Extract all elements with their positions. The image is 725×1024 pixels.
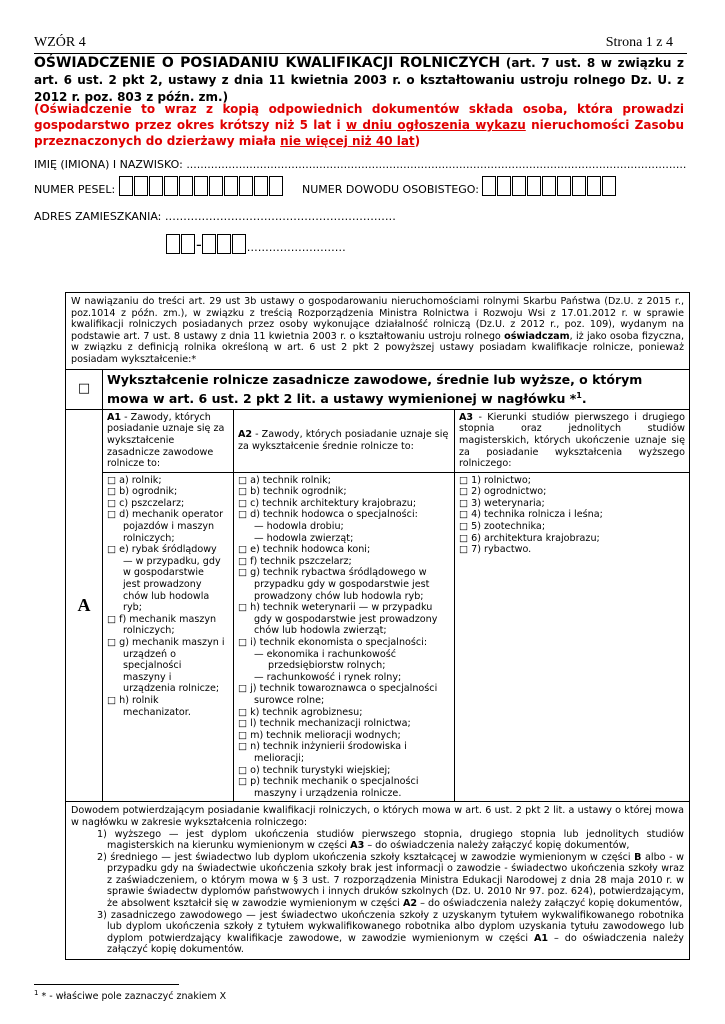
a1-list-item: rolniczych; [123, 625, 175, 637]
section-a-letter: A [66, 409, 103, 802]
a2-list-item: przypadku gdy w gospodarstwie jest [254, 579, 430, 591]
a2-list-item[interactable]: □ e) technik hodowca koni; [238, 544, 371, 556]
a2-list-item: — ekonomika i rachunkowość [254, 648, 397, 660]
a1-list-item: ryb; [123, 602, 142, 614]
intro-row [66, 293, 690, 370]
postal-code-field[interactable] [166, 234, 346, 254]
proof-item-2 [71, 852, 684, 910]
a2-list-item[interactable]: □ l) technik mechanizacji rolnictwa; [238, 718, 411, 730]
a1-list-item: maszyny i [123, 671, 172, 683]
postal-separator: - [196, 235, 202, 254]
proof-item-1 [71, 829, 684, 852]
page-number: Strona 1 z 4 [605, 35, 673, 50]
notice-part-1: (Oświadczenie to wraz z kopią odpowiednich dokumentów składa osoba, która prowadzi gospodarstwo przez okres krótszy niż 5 lat i [34, 102, 684, 132]
a3-head-text: - Kierunki studiów pierwszego i drugiego stopnia oraz jednolitych studiów magisterskich, których ukończenie uznaje się za posiadanie wykształcenia wyższego rolniczego [459, 411, 685, 470]
a2-list-item: prowadzony chów lub hodowla ryb; [254, 590, 424, 602]
id-card-field[interactable] [302, 176, 617, 196]
id-card-boxes[interactable] [482, 176, 617, 196]
proof3-code: A1 [533, 932, 549, 944]
intro-cell [66, 293, 690, 370]
document-title [34, 55, 684, 106]
a2-list-item[interactable]: □ o) technik turystyki wiejskiej; [238, 764, 391, 776]
a2-list [234, 472, 455, 802]
address-dots: ……………………………………………………… [164, 210, 396, 223]
a2-list-item: maszyny i urządzenia rolnicze. [254, 787, 402, 799]
a1-list-item[interactable]: □ a) rolnik; [107, 474, 162, 486]
a1-list-item: jest prowadzony [123, 579, 202, 591]
a1-list-item: urządzeń o [123, 648, 176, 660]
a2-list-item: melioracji; [254, 752, 305, 764]
a1-code: A1 [107, 411, 122, 423]
notice-underline-1: w dniu ogłoszenia wykazu [345, 118, 526, 132]
a1-list-item: pojazdów i maszyn [123, 521, 215, 533]
proof1-text: 1) wyższego — jest dyplom ukończenia studiów pierwszego stopnia, drugiego stopnia lub jednolitych studiów magisterskich na kierunku wymienionym w części [97, 828, 684, 852]
section-checkbox[interactable]: □ [66, 369, 103, 409]
a3-list-item[interactable]: □ 5) zootechnika; [459, 521, 546, 533]
postal-code-boxes-1[interactable] [166, 234, 196, 254]
proof3-text: 3) zasadniczego zawodowego — jest świadectwo ukończenia szkoły z uzyskanym tytułem wykwalifikowanego robotnika lub dyplom ukończenia szkoły z tytułem wykwalifikowanego robotnika albo dyplom uzyskania tytułu zawodowego lub dyplom potwierdzający kwalifikacje zawodowe, w zawodzie wymienionym w części [97, 909, 684, 944]
form-number: WZÓR 4 [34, 35, 86, 50]
postal-code-boxes-2[interactable] [202, 234, 247, 254]
a3-list-item[interactable]: □ 6) architektura krajobrazu; [459, 532, 600, 544]
pesel-label: NUMER PESEL: [34, 183, 116, 196]
footnote-divider [34, 984, 179, 985]
section-title-dot: . [581, 390, 587, 406]
a3-list-item[interactable]: □ 3) weterynaria; [459, 497, 545, 509]
pesel-field[interactable] [34, 176, 284, 196]
a2-list-item: — hodowla drobiu; [254, 521, 344, 533]
a1-list-item[interactable]: □ f) mechanik maszyn [107, 613, 217, 625]
a1-head-text: - Zawody, których posiadanie uznaje się za wykształcenie zasadnicze zawodowe rolnicze to: [107, 411, 225, 470]
notice-part-2: nieruchomości Zasobu przeznaczonych do dzierżawy miała [34, 118, 684, 148]
a3-list-item[interactable]: □ 4) technika rolnicza i leśna; [459, 509, 603, 521]
a1-list-item: urządzenia rolnicze; [123, 683, 220, 695]
section-title-text: Wykształcenie rolnicze zasadnicze zawodowe, średnie lub wyższe, o którym mowa w art. 6 ust. 2 pkt 2 lit. a ustawy wymienionej w nagłówku * [107, 371, 643, 406]
a2-list-item[interactable]: □ j) technik towaroznawca o specjalności [238, 683, 438, 695]
a2-list-item[interactable]: □ a) technik rolnik; [238, 474, 331, 486]
a2-code: A2 [238, 429, 253, 441]
a1-list-item[interactable]: □ d) mechanik operator [107, 509, 224, 521]
a1-list-item: rolniczych; [123, 532, 175, 544]
a2-list-item[interactable]: □ m) technik melioracji wodnych; [238, 729, 401, 741]
pesel-boxes[interactable] [119, 176, 284, 196]
a3-list-item[interactable]: □ 7) rybactwo. [459, 544, 532, 556]
proof1-end: – do oświadczenia należy załączyć kopię dokumentów, [364, 840, 630, 852]
a2-list-item[interactable]: □ c) technik architektury krajobrazu; [238, 497, 417, 509]
notice-part-3: ) [414, 134, 421, 148]
a1-list [103, 472, 234, 802]
a2-list-item[interactable]: □ b) technik ogrodnik; [238, 486, 347, 498]
a1-list-item: mechanizator. [123, 706, 191, 718]
id-card-label: NUMER DOWODU OSOBISTEGO: [302, 183, 479, 196]
a2-list-item: chów lub hodowla zwierząt; [254, 625, 387, 637]
a2-list-item[interactable]: □ n) technik inżynierii środowiska i [238, 741, 407, 753]
footnote-text: * - właściwe pole zaznaczyć znakiem X [38, 991, 227, 1003]
a1-list-item[interactable]: □ c) pszczelarz; [107, 497, 185, 509]
name-field[interactable] [34, 158, 686, 171]
a2-list-item: — rachunkowość i rynek rolny; [254, 671, 402, 683]
a1-list-item: chów lub hodowla [123, 590, 210, 602]
proof1-code: A3 [350, 840, 365, 852]
red-notice [34, 101, 684, 149]
proof-cell [66, 802, 690, 960]
a1-head [103, 409, 234, 472]
address-field[interactable] [34, 210, 396, 223]
a2-head-text: - Zawody, których posiadanie uznaje się za wykształcenie średnie rolnicze to: [238, 429, 449, 452]
a1-list-item[interactable]: □ e) rybak śródlądowy [107, 544, 217, 556]
proof2-code-b: B [634, 851, 642, 863]
intro-text: W nawiązaniu do treści art. 29 ust 3b ustawy o gospodarowaniu nieruchomościami rolnymi Skarbu Państwa (Dz.U. z 2015 r., poz.1014 z późn. zm.), w związku z treścią Rozporządzenia Ministra Rolnictwa i Rozwoju Wsi z 17.01.2012 r. w sprawie kwalifikacji rolniczych posiadanych przez osoby wykonujące działalność rolniczą (Dz.U. z 2012 r., poz. 109), wydanym na podstawie art. 7 ust. 8 ustawy z dnia 11 kwietnia 2003 r. o kształtowaniu ustroju rolnego [71, 296, 684, 342]
proof-row [66, 802, 690, 960]
a2-list-item: surowce rolne; [254, 694, 325, 706]
a1-list-item[interactable]: □ b) ogrodnik; [107, 486, 178, 498]
header-divider [34, 53, 687, 54]
a2-list-item: gdy w gospodarstwie jest prowadzony [254, 613, 438, 625]
a2-list-item[interactable]: □ h) technik weterynarii — w przypadku [238, 602, 433, 614]
a2-list-item[interactable]: □ f) technik pszczelarz; [238, 555, 352, 567]
proof-intro: Dowodem potwierdzającym posiadanie kwalifikacji rolniczych, o których mowa w art. 6 ust. 2 pkt 2 lit. a ustawy o której mowa w nagłówku w zakresie wykształcenia rolniczego: [71, 805, 684, 828]
a2-head [234, 409, 455, 472]
proof2-text: 2) średniego — jest świadectwo lub dyplom ukończenia szkoły kształcącej w zawodzie wymienionym w części [97, 851, 635, 863]
a1-list-item: w gospodarstwie [123, 567, 204, 579]
proof2-code-a2: A2 [403, 898, 418, 910]
a3-head [455, 409, 690, 472]
proof2-middle: albo - w przypadku gdy na świadectwie ukończenia szkoły brak jest informacji o zawodzie - świadectwo ukończenia szkoły wraz z zaświadczeniem, o którym mowa w § 3 ust. 7 rozporządzenia Ministra Edukacji Narodowej z dnia 28 maja 2010 r. w sprawie świadectw dyplomów państwowych i innych druków szkolnych (Dz. U. 2010 Nr 97. poz. 624), potwierdzającym, że absolwent kształcił się w zawodzie wymienionym w części [107, 851, 684, 910]
title-reference: (art. 7 ust. 8 w związku z art. 6 ust. 2 pkt 2, ustawy z dnia 11 kwietnia 2003 r. o kształtowaniu ustroju rolnego Dz. U. z 2012 r. poz. 803 z późn. zm.) [34, 56, 684, 104]
section-title [103, 369, 690, 409]
address-label: ADRES ZAMIESZKANIA: [34, 210, 162, 223]
name-dots: ............................................................................................................................................... [186, 158, 687, 171]
proof3-end: – do oświadczenia należy załączyć kopię dokumentów. [107, 932, 684, 956]
a1-list-item: specjalności [123, 660, 182, 672]
section-title-row [66, 369, 690, 409]
proof-item-3 [71, 910, 684, 956]
footnote-sup: 1 [34, 989, 39, 997]
section-title-sup: 1 [576, 390, 582, 400]
title-main: OŚWIADCZENIE O POSIADANIU KWALIFIKACJI ROLNICZYCH [34, 55, 501, 71]
name-label: IMIĘ (IMIONA) I NAZWISKO: [34, 158, 183, 171]
a2-list-item: przedsiębiorstw rolnych; [268, 660, 386, 672]
a2-list-item[interactable]: □ d) technik hodowca o specjalności: [238, 509, 418, 521]
lists-row [66, 472, 690, 802]
a1-list-item[interactable]: □ h) rolnik [107, 694, 159, 706]
a3-list-item[interactable]: □ 2) ogrodnictwo; [459, 486, 547, 498]
a3-head-dot: : [508, 458, 512, 470]
a2-list-item[interactable]: □ p) technik mechanik o specjalności [238, 776, 419, 788]
notice-underline-2: nie więcej niż 40 lat [280, 134, 415, 148]
proof2-end: – do oświadczenia należy załączyć kopię dokumentów, [417, 898, 683, 910]
a3-list [455, 472, 690, 802]
intro-end: , iż jako osoba fizyczna, w związku z definicją rolnika określoną w art. 6 ust 2 pkt 2 powyższej ustawy posiadam kwalifikacje rolnicze, ponieważ posiadam wykształcenie:* [71, 330, 685, 365]
a1-list-item: — w przypadku, gdy [123, 555, 221, 567]
column-heads-row [66, 409, 690, 472]
a2-list-item: — hodowla zwierząt; [254, 532, 354, 544]
postal-dots: ……………………… [246, 241, 346, 254]
a3-list-item[interactable]: □ 1) rolnictwo; [459, 474, 532, 486]
a3-code: A3 [459, 411, 474, 423]
a2-list-item[interactable]: □ i) technik ekonomista o specjalności: [238, 637, 428, 648]
qualification-table [65, 292, 690, 960]
footnote [34, 989, 226, 1002]
intro-bold: oświadczam [504, 330, 570, 342]
a2-list-item[interactable]: □ k) technik agrobiznesu; [238, 706, 363, 718]
a1-list-item[interactable]: □ g) mechanik maszyn i [107, 637, 225, 648]
a2-list-item[interactable]: □ g) technik rybactwa śródlądowego w [238, 567, 427, 579]
